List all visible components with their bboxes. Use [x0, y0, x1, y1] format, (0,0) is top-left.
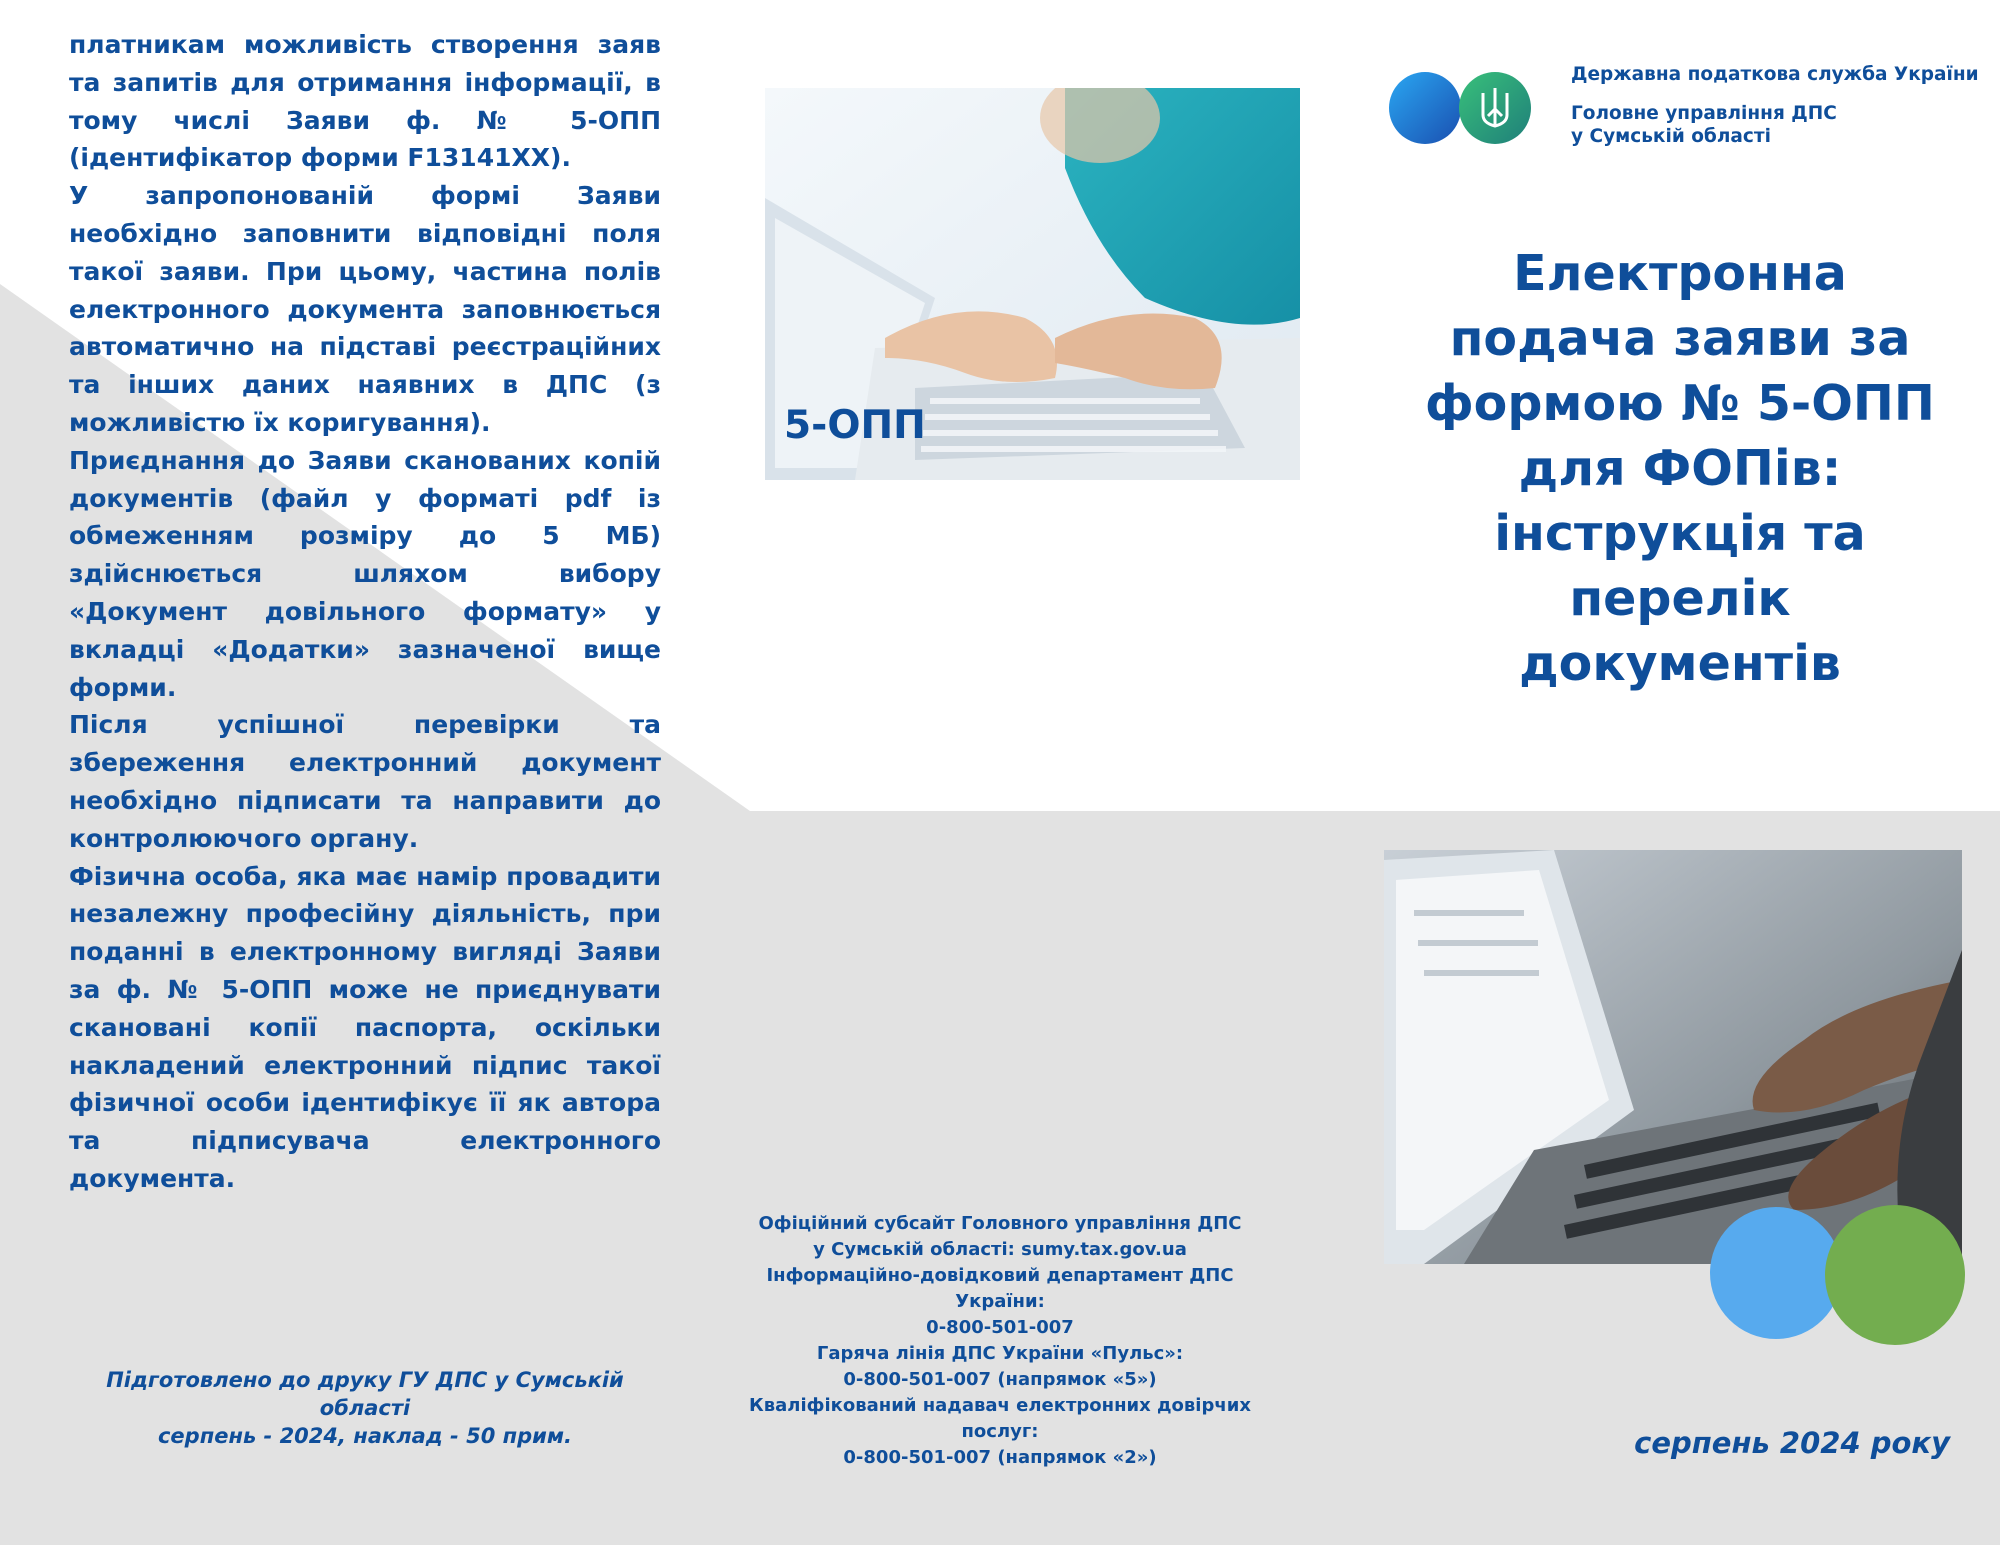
print-info-line-1: Підготовлено до друку ГУ ДПС у Сумській [106, 1368, 624, 1392]
paragraph-3: Приєднання до Заяви сканованих копій документів (файл у форматі pdf із обмеженням розміру до 5 МБ) здійснюється шляхом вибору «Документ довільного формату» у вкладці «Додатки» зазначеної вище форми. [69, 445, 661, 702]
contact-line-2: у Сумській області: sumy.tax.gov.ua [813, 1239, 1187, 1260]
dps-logo-icon [1388, 71, 1532, 145]
left-column-text [69, 26, 661, 1198]
paragraph-5: Фізична особа, яка має намір провадити незалежну професійну діяльність, при поданні в електронному вигляді Заяви за ф. № 5-ОПП може не приєднувати скановані копії паспорта, оскільки накладений електронний підпис такої фізичної особи ідентифікує її як автора та підписувача електронного документа. [69, 861, 661, 1193]
contact-line-9: послуг: [961, 1421, 1039, 1442]
laptop-hands-illustration [1384, 850, 1962, 1264]
contact-line-3: Інформаційно-довідковий департамент ДПС [766, 1265, 1234, 1286]
org-name: Державна податкова служба України [1571, 64, 1979, 85]
title-line-5: інструкція та [1494, 505, 1866, 562]
title-line-6: перелік [1569, 570, 1791, 627]
contacts-block [740, 1211, 1260, 1471]
title-line-1: Електронна [1513, 245, 1847, 302]
laptop-hands-photo [1384, 850, 1962, 1264]
contact-line-8: Кваліфікований надавач електронних довірчих [749, 1395, 1251, 1416]
contact-line-10: 0-800-501-007 (напрямок «2») [843, 1447, 1157, 1468]
org-sub-1: Головне управління ДПС [1571, 103, 1837, 124]
paragraph-2: У запропонованій формі Заяви необхідно заповнити відповідні поля такої заяви. При цьому, частина полів електронного документа заповнюється автоматично на підставі реєстраційних та інших даних наявних в ДПС (з можливістю їх коригування). [69, 181, 661, 437]
print-info [69, 1366, 661, 1450]
laptop-typing-photo [765, 88, 1300, 480]
title-line-3: формою № 5-ОПП [1425, 375, 1935, 432]
paragraph-4: Після успішної перевірки та збереження електронний документ необхідно підписати та направити до контролюючого органу. [69, 710, 661, 853]
contact-line-5: 0-800-501-007 [926, 1317, 1074, 1338]
contact-line-7: 0-800-501-007 (напрямок «5») [843, 1369, 1157, 1390]
organization-block [1571, 63, 1991, 148]
decorative-circles [1710, 1205, 1965, 1350]
title-line-4: для ФОПів: [1518, 440, 1842, 497]
contact-line-4: України: [955, 1291, 1045, 1312]
publication-date: серпень 2024 року [1634, 1426, 1950, 1460]
contact-line-1: Офіційний субсайт Головного управління ДПС [758, 1213, 1242, 1234]
title-line-7: документів [1519, 635, 1841, 692]
print-info-line-2: області [319, 1396, 411, 1420]
org-sub-2: у Сумській області [1571, 126, 1771, 147]
paragraph-1: платникам можливість створення заяв та запитів для отримання інформації, в тому числі Заяви ф. № 5-ОПП (ідентифікатор форми F13141XX). [69, 30, 661, 173]
contact-line-6: Гаряча лінія ДПС України «Пульс»: [816, 1343, 1184, 1364]
form-label-5-opp: 5-ОПП [784, 403, 926, 448]
brochure-title [1380, 241, 1980, 696]
print-info-line-3: серпень - 2024, наклад - 50 прим. [157, 1424, 573, 1448]
title-line-2: подача заяви за [1449, 310, 1911, 367]
